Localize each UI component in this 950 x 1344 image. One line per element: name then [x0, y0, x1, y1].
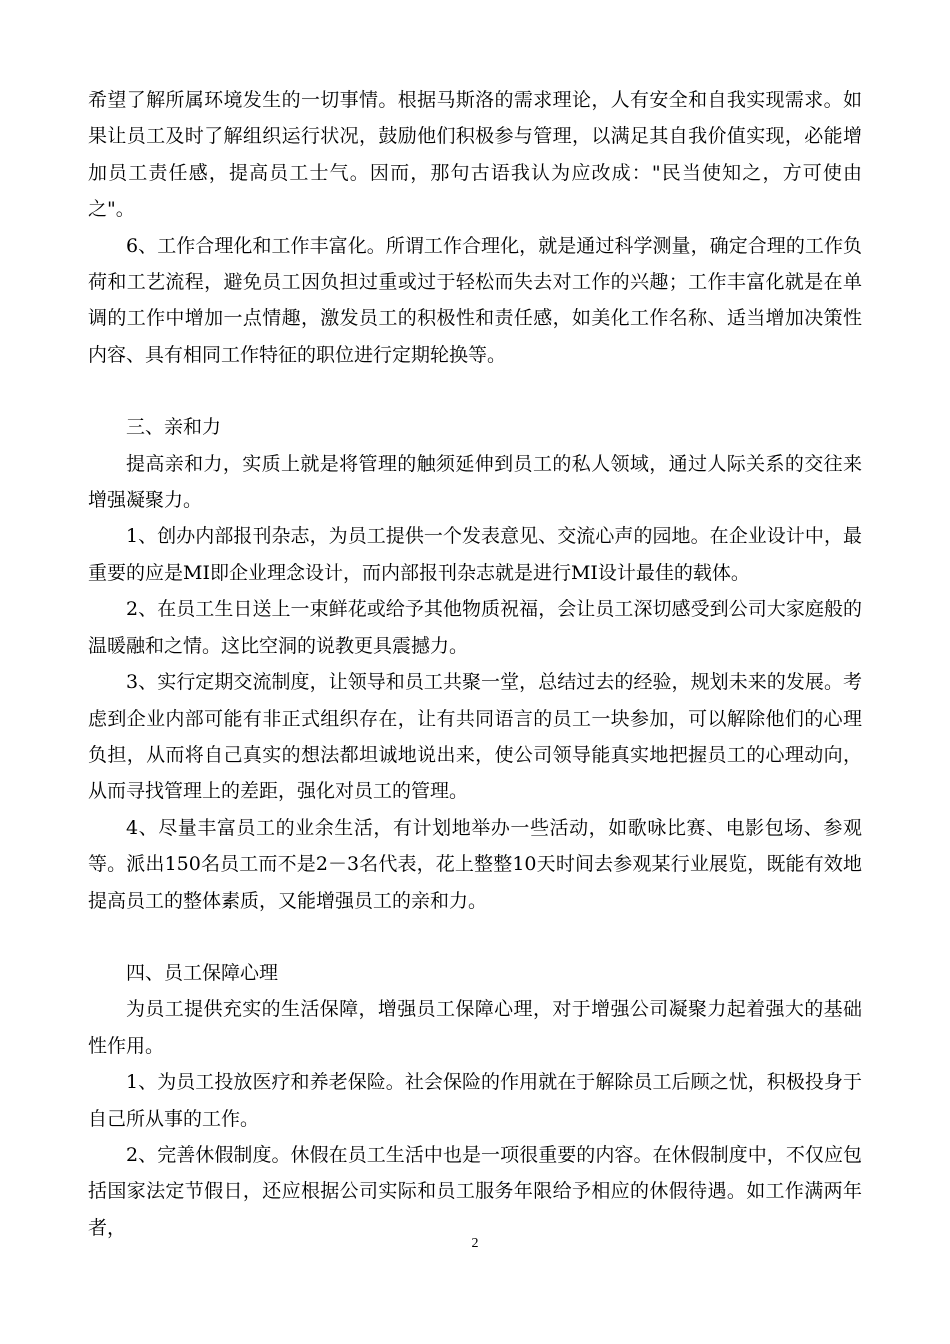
body-paragraph: 6、工作合理化和工作丰富化。所谓工作合理化，就是通过科学测量，确定合理的工作负荷和工艺流程，避免员工因负担过重或过于轻松而失去对工作的兴趣；工作丰富化就是在单调的工作中增加一点情趣，激发员工的积极性和责任感，如美化工作名称、适当增加决策性内容、具有相同工作特征的职位进行定期轮换等。 — [88, 234, 862, 366]
body-paragraph: 2、在员工生日送上一束鲜花或给予其他物质祝福，会让员工深切感受到公司大家庭般的温暖融和之情。这比空洞的说教更具震撼力。 — [88, 598, 862, 657]
page-number: 2 — [471, 1236, 479, 1251]
body-paragraph: 希望了解所属环境发生的一切事情。根据马斯洛的需求理论，人有安全和自我实现需求。如果让员工及时了解组织运行状况，鼓励他们积极参与管理，以满足其自我价值实现，必能增加员工责任感，提高员工士气。因而，那句古语我认为应改成："民当使知之，方可使由之"。 — [88, 89, 862, 221]
body-paragraph: 1、创办内部报刊杂志，为员工提供一个发表意见、交流心声的园地。在企业设计中，最重要的应是MI即企业理念设计，而内部报刊杂志就是进行MI设计最佳的载体。 — [88, 525, 862, 584]
document-body — [88, 82, 862, 1246]
section-heading: 三、亲和力 — [126, 416, 222, 439]
body-paragraph: 4、尽量丰富员工的业余生活，有计划地举办一些活动，如歌咏比赛、电影包场、参观等。派出150名员工而不是2－3名代表，花上整整10天时间去参观某行业展览，既能有效地提高员工的整体素质，又能增强员工的亲和力。 — [88, 816, 862, 912]
body-paragraph: 3、实行定期交流制度，让领导和员工共聚一堂，总结过去的经验，规划未来的发展。考虑到企业内部可能有非正式组织存在，让有共同语言的员工一块参加，可以解除他们的心理负担，从而将自己真实的想法都坦诚地说出来，使公司领导能真实地把握员工的心理动向，从而寻找管理上的差距，强化对员工的管理。 — [88, 671, 862, 803]
section-heading: 四、员工保障心理 — [126, 961, 279, 984]
body-paragraph: 1、为员工投放医疗和养老保险。社会保险的作用就在于解除员工后顾之忧，积极投身于自己所从事的工作。 — [88, 1071, 862, 1130]
body-paragraph: 2、完善休假制度。休假在员工生活中也是一项很重要的内容。在休假制度中，不仅应包括国家法定节假日，还应根据公司实际和员工服务年限给予相应的休假待遇。如工作满两年者， — [88, 1143, 862, 1239]
body-paragraph: 为员工提供充实的生活保障，增强员工保障心理，对于增强公司凝聚力起着强大的基础性作用。 — [88, 998, 862, 1057]
body-paragraph: 提高亲和力，实质上就是将管理的触须延伸到员工的私人领域，通过人际关系的交往来增强凝聚力。 — [88, 452, 862, 512]
